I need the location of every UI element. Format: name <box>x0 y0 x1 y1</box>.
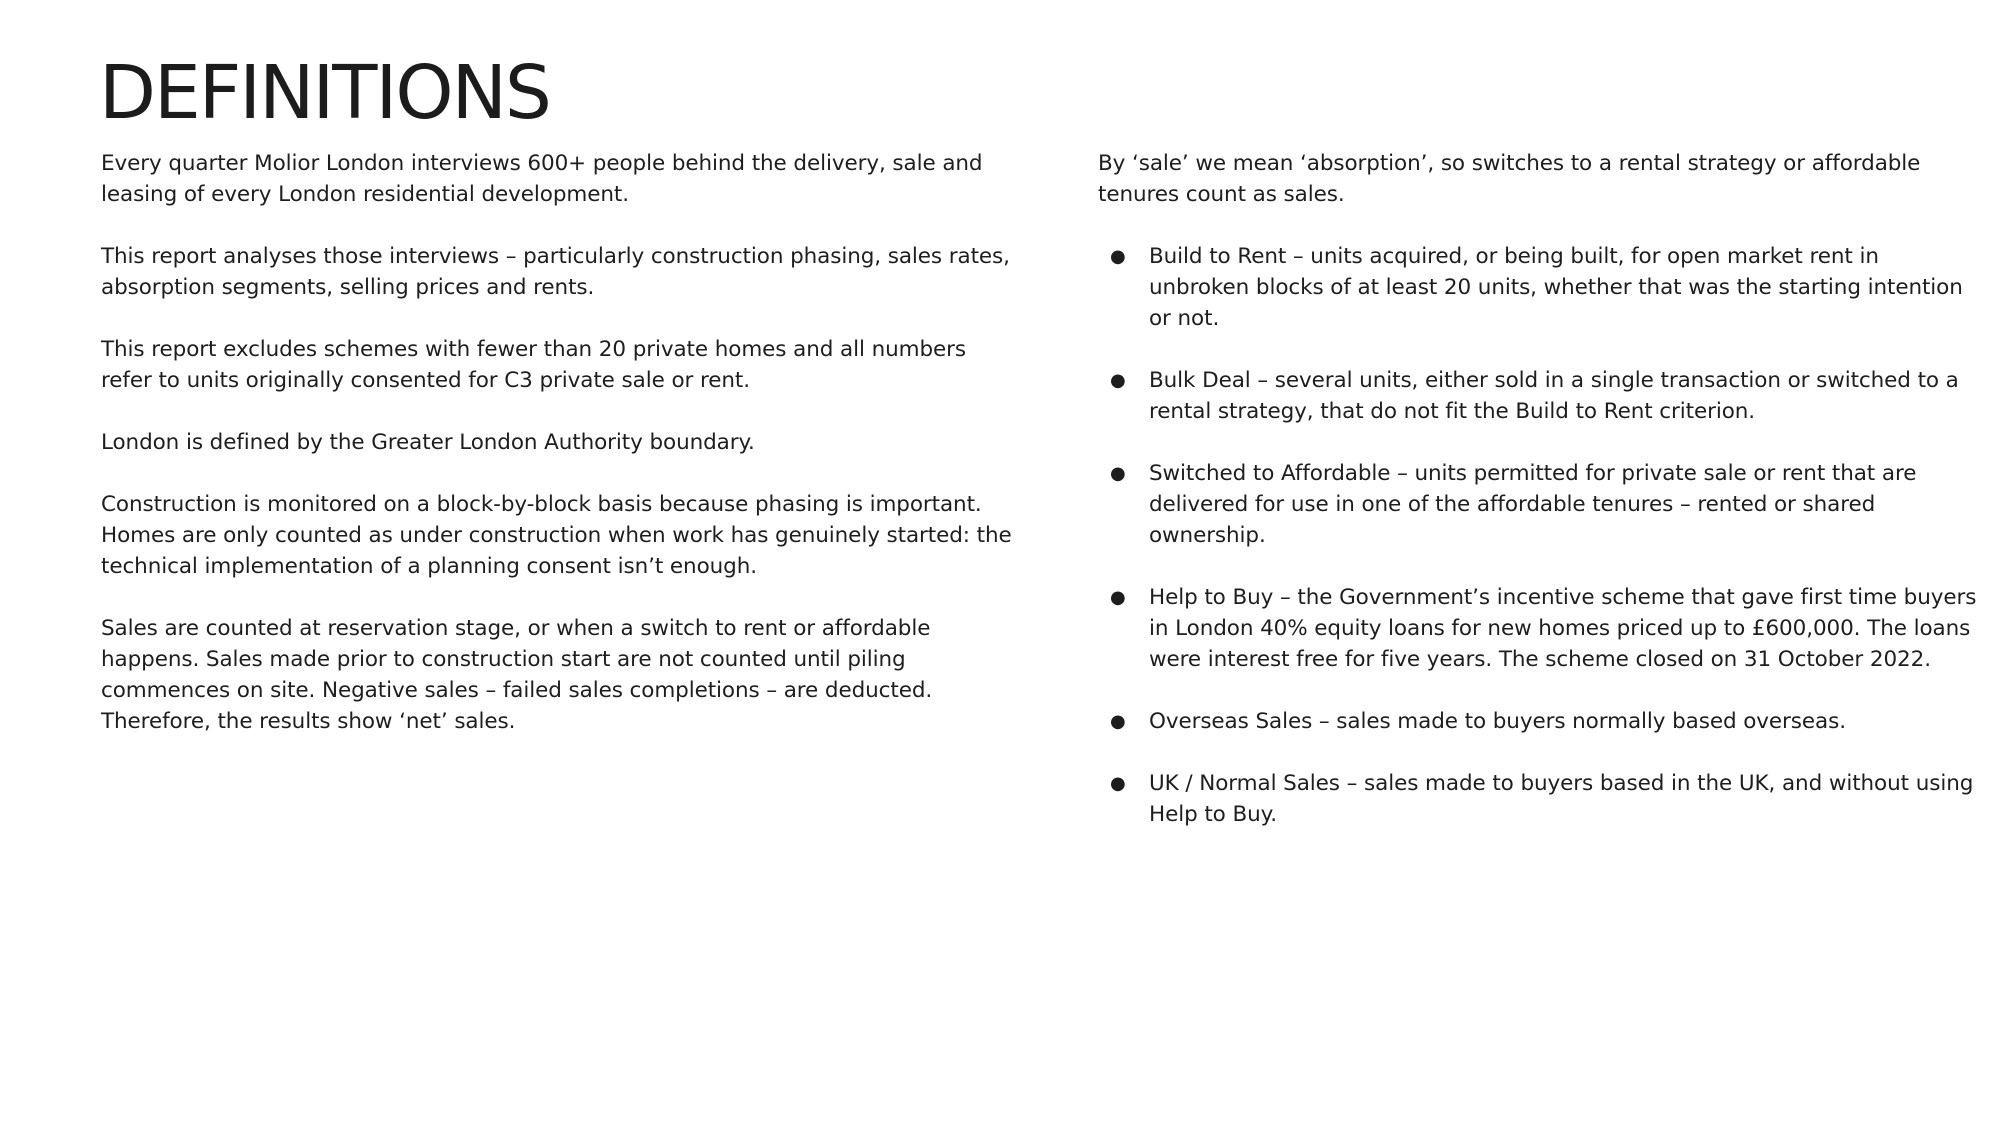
list-item-text: Bulk Deal – several units, either sold in a single transaction or switched to a rental strategy, that do not fit the Build to Rent criterion. <box>1149 368 1959 424</box>
list-item-bulk-deal <box>1098 365 1978 427</box>
bullet-icon: ● <box>1110 246 1126 267</box>
paragraph-london-boundary: London is defined by the Greater London Authority boundary. <box>101 430 755 455</box>
list-item-switched-to-affordable <box>1098 458 1978 551</box>
bullet-icon: ● <box>1110 773 1126 794</box>
paragraph-interviews: Every quarter Molior London interviews 600+ people behind the delivery, sale and leasing of every London residential development. <box>101 151 983 207</box>
list-item-text: Help to Buy – the Government’s incentive scheme that gave first time buyers in London 40% equity loans for new homes priced up to £600,000. The loans were interest free for five years. The scheme closed on 31 October 2022. <box>1149 585 1977 672</box>
list-item-overseas-sales <box>1098 706 1978 737</box>
definition-list <box>1098 241 1978 830</box>
list-item-uk-normal-sales <box>1098 768 1978 830</box>
bullet-icon: ● <box>1110 711 1126 732</box>
bullet-icon: ● <box>1110 370 1126 391</box>
page-title: DEFINITIONS <box>99 50 550 136</box>
bullet-icon: ● <box>1110 587 1126 608</box>
paragraph-exclusions: This report excludes schemes with fewer than 20 private homes and all numbers refer to units originally consented for C3 private sale or rent. <box>101 337 966 393</box>
list-item-text: Build to Rent – units acquired, or being built, for open market rent in unbroken blocks of at least 20 units, whether that was the starting intention or not. <box>1149 244 1963 331</box>
paragraph-report-analysis: This report analyses those interviews – particularly construction phasing, sales rates, absorption segments, selling prices and rents. <box>101 244 1010 300</box>
list-item-text: UK / Normal Sales – sales made to buyers based in the UK, and without using Help to Buy. <box>1149 771 1974 827</box>
left-column <box>101 148 1016 768</box>
list-item-text: Overseas Sales – sales made to buyers normally based overseas. <box>1149 709 1846 734</box>
paragraph-sales-counting: Sales are counted at reservation stage, or when a switch to rent or affordable happens. Sales made prior to construction start are not counted until piling commences on site. Negative sales – failed sales completions – are deducted. Therefore, the results show ‘net’ sales. <box>101 616 933 734</box>
list-item-help-to-buy <box>1098 582 1978 675</box>
right-column <box>1098 148 1978 861</box>
paragraph-sale-meaning: By ‘sale’ we mean ‘absorption’, so switches to a rental strategy or affordable tenures count as sales. <box>1098 151 1921 207</box>
paragraph-construction: Construction is monitored on a block-by-block basis because phasing is important. Homes are only counted as under construction when work has genuinely started: the technical implementation of a planning consent isn’t enough. <box>101 492 1012 579</box>
list-item-build-to-rent <box>1098 241 1978 334</box>
list-item-text: Switched to Affordable – units permitted for private sale or rent that are delivered for use in one of the affordable tenures – rented or shared ownership. <box>1149 461 1917 548</box>
bullet-icon: ● <box>1110 463 1126 484</box>
